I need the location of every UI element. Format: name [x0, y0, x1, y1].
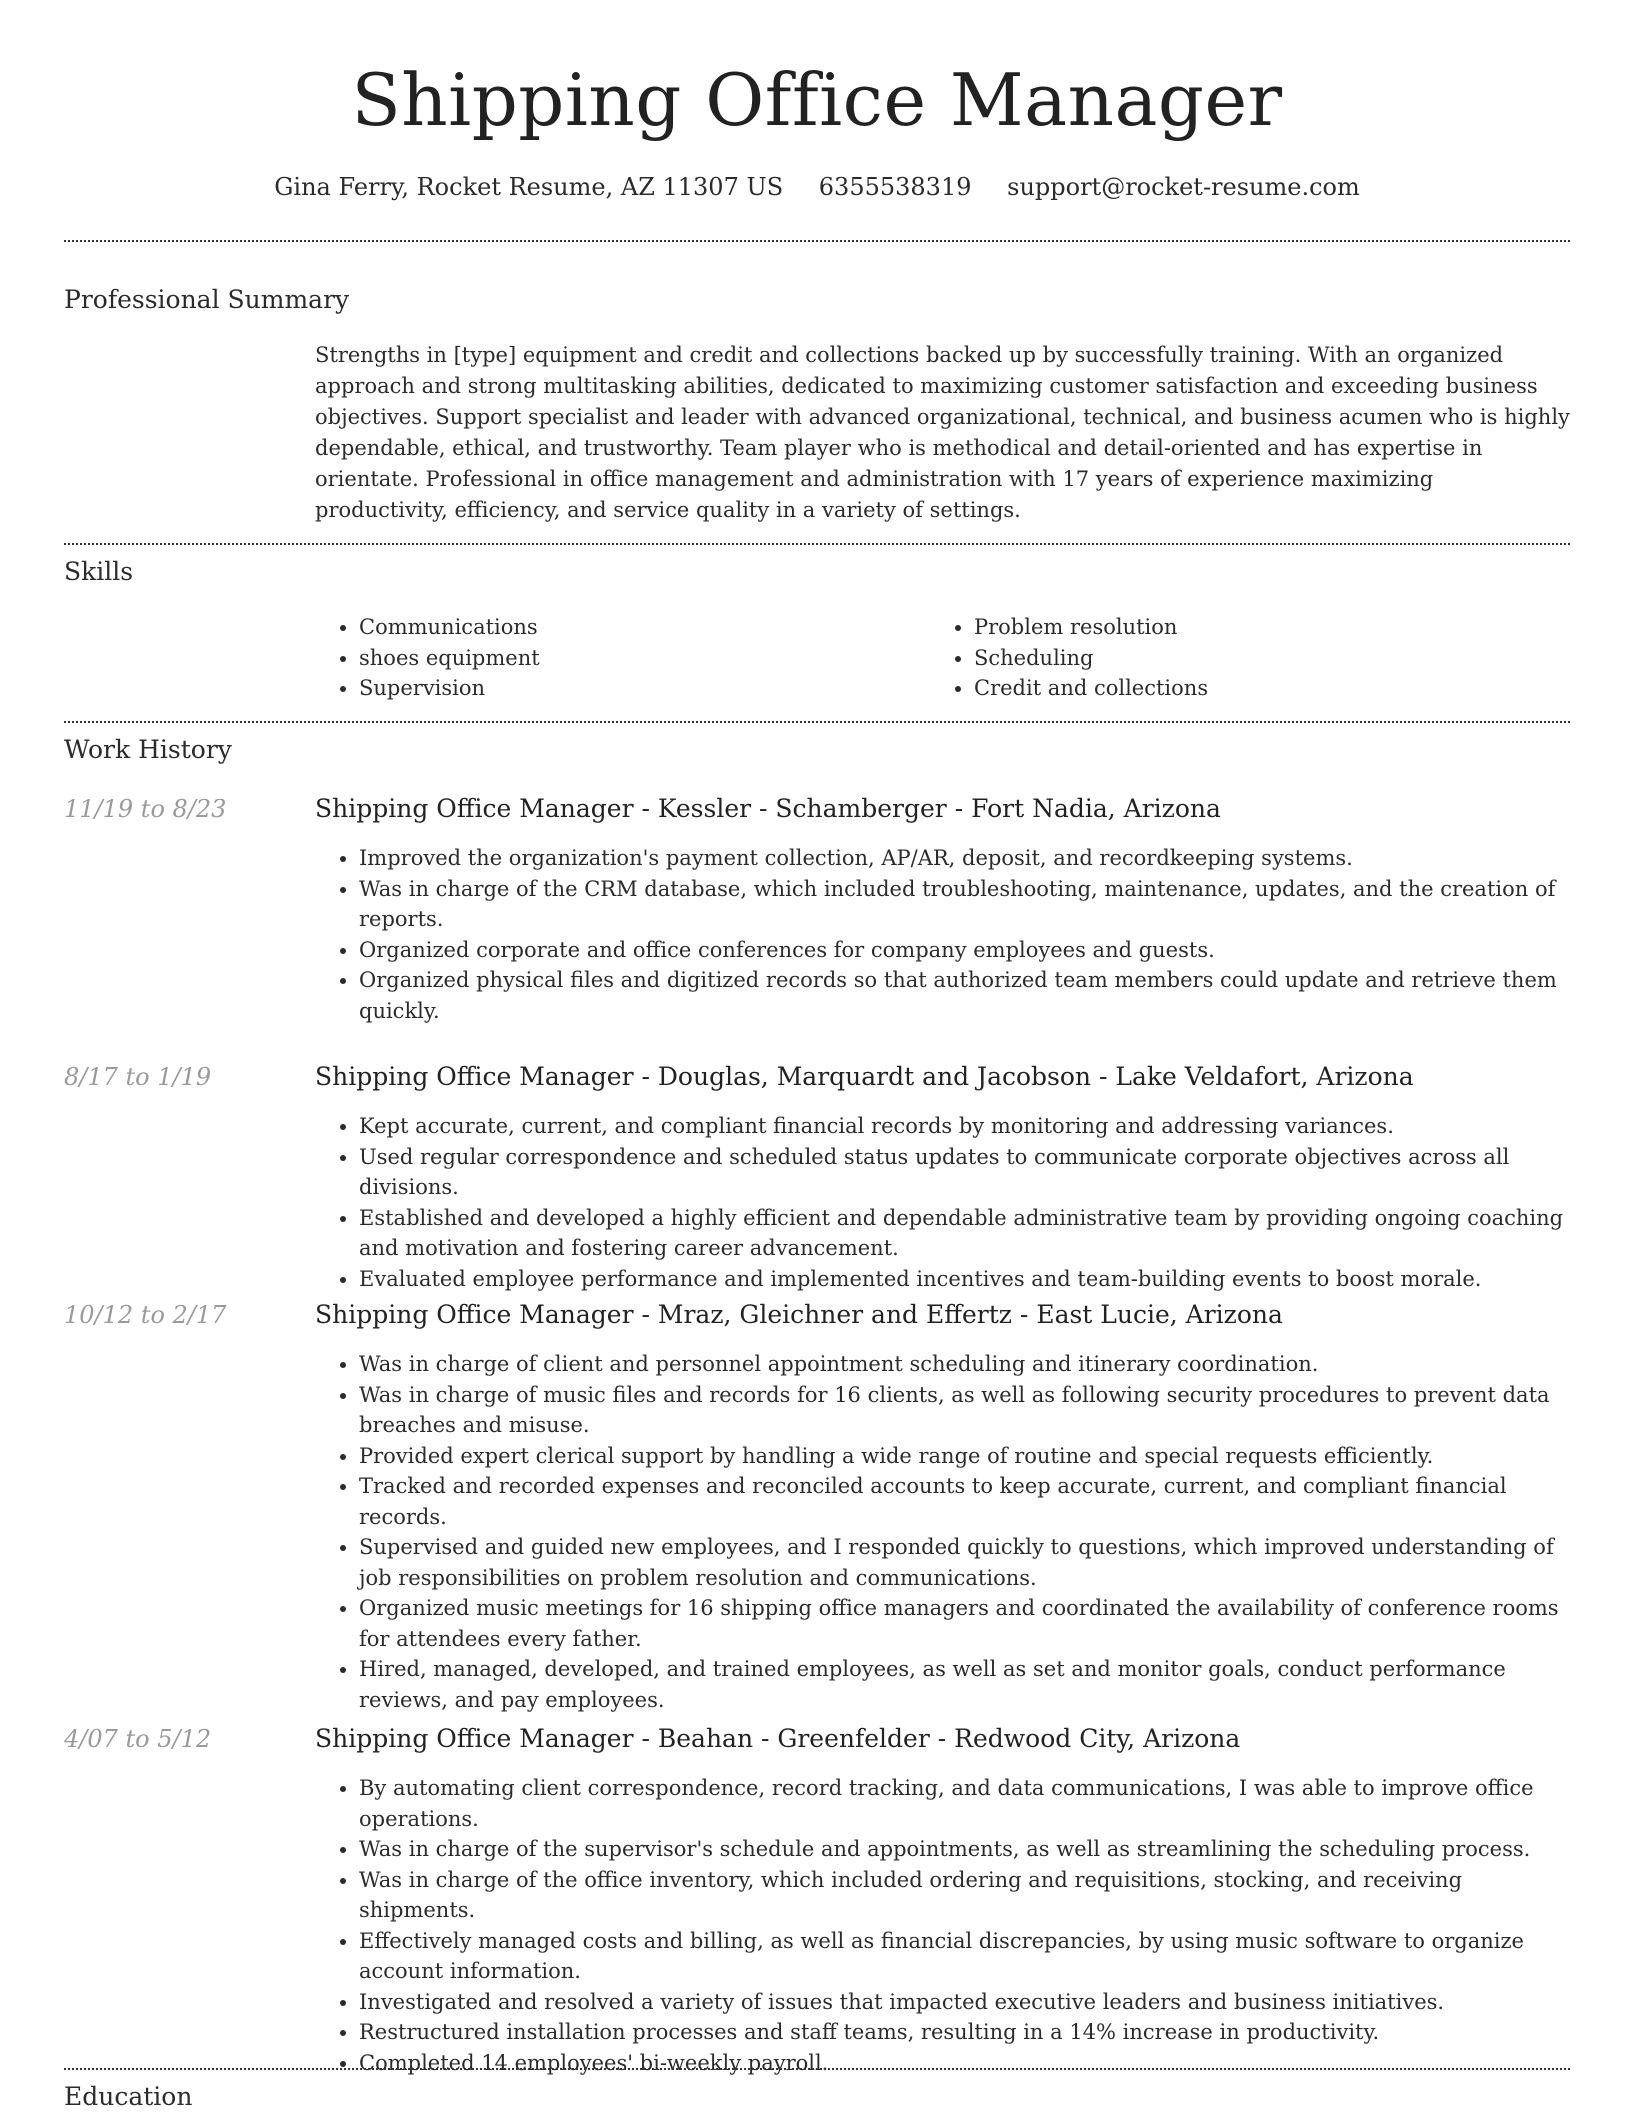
job-bullets	[315, 1773, 1570, 2078]
summary-text: Strengths in [type] equipment and credit and collections backed up by successfully training. With an organized approach and strong multitasking abilities, dedicated to maximizing customer satisfaction and exceeding business objectives. Support specialist and leader with advanced organizational, technical, and business acumen who is highly dependable, ethical, and trustworthy. Team player who is methodical and detail-oriented and has expertise in orientate. Professional in office management and administration with 17 years of experience maximizing productivity, efficiency, and service quality in a variety of settings.	[315, 343, 1570, 522]
job-bullets	[315, 843, 1570, 1026]
job-bullets	[315, 1349, 1570, 1715]
job-bullet: • Organized music meetings for 16 shipping office managers and coordinated the availability of conference rooms for attendees every father.	[359, 1593, 1570, 1654]
job-bullet: • By automating client correspondence, record tracking, and data communications, I was able to improve office operations.	[359, 1773, 1570, 1834]
job-title: Shipping Office Manager - Mraz, Gleichner and Effertz - East Lucie, Arizona	[315, 1300, 1283, 1329]
section-divider	[64, 2068, 1570, 2070]
skills-left-column	[315, 612, 915, 704]
resume-title: Shipping Office Manager	[351, 58, 1283, 142]
education-heading: Education	[64, 2082, 193, 2111]
job-bullet: • Effectively managed costs and billing, as well as financial discrepancies, by using music software to organize account information.	[359, 1926, 1570, 1987]
skill-item: • shoes equipment	[359, 643, 915, 674]
contact-line	[64, 170, 1570, 204]
skill-item: • Supervision	[359, 673, 915, 704]
skills-right-list	[930, 612, 1530, 704]
job-dates: 11/19 to 8/23	[64, 795, 227, 823]
job-bullet: • Provided expert clerical support by handling a wide range of routine and special requests efficiently.	[359, 1441, 1570, 1472]
contact-email: support@rocket-resume.com	[1007, 173, 1360, 201]
contact-phone: 6355538319	[818, 173, 972, 201]
work-heading: Work History	[64, 735, 232, 764]
job-title: Shipping Office Manager - Beahan - Greenfelder - Redwood City, Arizona	[315, 1724, 1241, 1753]
job-bullet: • Established and developed a highly efficient and dependable administrative team by providing ongoing coaching and motivation and fostering career advancement.	[359, 1203, 1570, 1264]
job-bullet: • Tracked and recorded expenses and reconciled accounts to keep accurate, current, and compliant financial records.	[359, 1471, 1570, 1532]
job-dates: 8/17 to 1/19	[64, 1063, 212, 1091]
skills-heading: Skills	[64, 557, 134, 586]
job-bullet: • Was in charge of the supervisor's schedule and appointments, as well as streamlining the scheduling process.	[359, 1834, 1570, 1865]
skills-left-list	[315, 612, 915, 704]
skills-right-column	[930, 612, 1530, 704]
job-bullet: • Was in charge of client and personnel appointment scheduling and itinerary coordination.	[359, 1349, 1570, 1380]
job-bullet: • Completed 14 employees' bi-weekly payroll.	[359, 2048, 1570, 2079]
job-dates: 10/12 to 2/17	[64, 1301, 227, 1329]
skill-item: • Scheduling	[974, 643, 1530, 674]
job-bullet: • Evaluated employee performance and implemented incentives and team-building events to boost morale.	[359, 1264, 1570, 1295]
job-bullet: • Used regular correspondence and scheduled status updates to communicate corporate objectives across all divisions.	[359, 1142, 1570, 1203]
job-title: Shipping Office Manager - Douglas, Marquardt and Jacobson - Lake Veldafort, Arizona	[315, 1062, 1414, 1091]
skill-item: • Problem resolution	[974, 612, 1530, 643]
skill-item: • Communications	[359, 612, 915, 643]
section-divider	[64, 543, 1570, 545]
section-divider	[64, 240, 1570, 242]
job-bullets	[315, 1111, 1570, 1294]
job-bullet: • Organized physical files and digitized records so that authorized team members could update and retrieve them quickly.	[359, 965, 1570, 1026]
job-bullet: • Was in charge of the CRM database, which included troubleshooting, maintenance, updates, and the creation of reports.	[359, 874, 1570, 935]
contact-address: Gina Ferry, Rocket Resume, AZ 11307 US	[274, 173, 784, 201]
skill-item: • Credit and collections	[974, 673, 1530, 704]
summary-heading: Professional Summary	[64, 285, 350, 314]
job-bullet: • Hired, managed, developed, and trained employees, as well as set and monitor goals, conduct performance reviews, and pay employees.	[359, 1654, 1570, 1715]
job-bullet: • Organized corporate and office conferences for company employees and guests.	[359, 935, 1570, 966]
job-bullet: • Was in charge of music files and records for 16 clients, as well as following security procedures to prevent data breaches and misuse.	[359, 1380, 1570, 1441]
job-bullet: • Improved the organization's payment collection, AP/AR, deposit, and recordkeeping systems.	[359, 843, 1570, 874]
job-bullet: • Supervised and guided new employees, and I responded quickly to questions, which improved understanding of job responsibilities on problem resolution and communications.	[359, 1532, 1570, 1593]
job-dates: 4/07 to 5/12	[64, 1725, 212, 1753]
job-bullet: • Investigated and resolved a variety of issues that impacted executive leaders and business initiatives.	[359, 1987, 1570, 2018]
job-bullet: • Kept accurate, current, and compliant financial records by monitoring and addressing variances.	[359, 1111, 1570, 1142]
job-bullet: • Was in charge of the office inventory, which included ordering and requisitions, stocking, and receiving shipments.	[359, 1865, 1570, 1926]
section-divider	[64, 721, 1570, 723]
job-title: Shipping Office Manager - Kessler - Schamberger - Fort Nadia, Arizona	[315, 794, 1221, 823]
job-bullet: • Restructured installation processes and staff teams, resulting in a 14% increase in productivity.	[359, 2017, 1570, 2048]
